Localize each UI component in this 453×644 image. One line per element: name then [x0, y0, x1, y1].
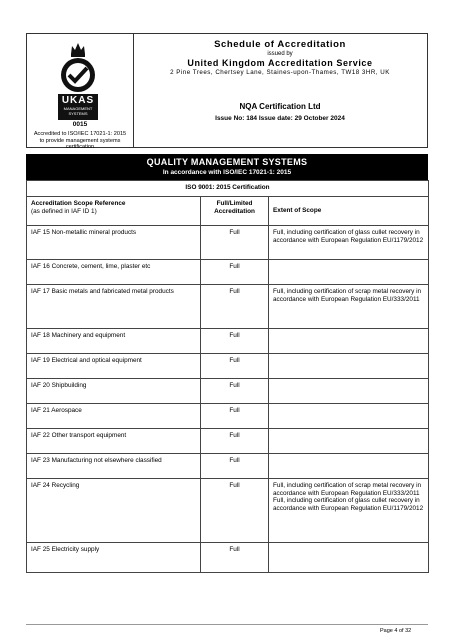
level-cell: Full	[201, 285, 269, 329]
section-band	[26, 154, 428, 180]
level-cell: Full	[201, 354, 269, 379]
table-row	[27, 479, 429, 543]
extent-cell: Full, including certification of scrap metal recovery in accordance with European Regulation EU/333/2011	[269, 285, 429, 329]
extent-cell	[269, 379, 429, 404]
section-subtitle: In accordance with ISO/IEC 17021-1: 2015	[162, 169, 292, 176]
extent-cell	[269, 429, 429, 454]
scope-ref-cell: IAF 25 Electricity supply	[27, 543, 201, 573]
extent-cell	[269, 329, 429, 354]
extent-cell: Full, including certification of scrap metal recovery in accordance with European Regulation EU/333/2011 Full, including certification of glass cullet recovery in accordance with European Regulation EU/1179/2012	[269, 479, 429, 543]
issued-by: issued by	[267, 51, 293, 57]
scope-ref-cell: IAF 24 Recycling	[27, 479, 201, 543]
extent-header: Extent of Scope	[269, 197, 429, 226]
logo-text: UKAS	[61, 95, 95, 106]
scope-ref-cell: IAF 15 Non-metallic mineral products	[27, 226, 201, 260]
scope-ref-cell: IAF 17 Basic metals and fabricated metal products	[27, 285, 201, 329]
table-row	[27, 226, 429, 260]
scope-ref-cell: IAF 23 Manufacturing not elsewhere classified	[27, 454, 201, 479]
footer-divider	[26, 624, 428, 625]
scope-table	[26, 180, 429, 573]
extent-cell: Full, including certification of glass cullet recovery in accordance with European Regulation EU/1179/2012	[269, 226, 429, 260]
scope-ref-cell: IAF 20 Shipbuilding	[27, 379, 201, 404]
level-cell: Full	[201, 454, 269, 479]
table-row	[27, 543, 429, 573]
scope-ref-cell: IAF 16 Concrete, cement, lime, plaster etc	[27, 260, 201, 285]
table-row	[27, 429, 429, 454]
scope-ref-cell: IAF 19 Electrical and optical equipment	[27, 354, 201, 379]
level-cell: Full	[201, 329, 269, 354]
table-row	[27, 379, 429, 404]
extent-cell	[269, 260, 429, 285]
table-row	[27, 329, 429, 354]
level-header: Full/Limited Accreditation	[201, 197, 269, 226]
level-cell: Full	[201, 429, 269, 454]
extent-cell	[269, 454, 429, 479]
ukas-logo	[58, 94, 98, 120]
accreditation-text: Accredited to ISO/IEC 17021-1: 2015 to provide management systems certification	[33, 131, 127, 151]
scope-ref-label: Accreditation Scope Reference	[31, 200, 126, 207]
service-address: 2 Pine Trees, Chertsey Lane, Staines-upon-Thames, TW18 3HR, UK	[170, 69, 390, 76]
extent-cell	[269, 543, 429, 573]
check-icon	[67, 66, 89, 84]
title-cell	[133, 34, 427, 147]
level-cell: Full	[201, 379, 269, 404]
scope-ref-cell: IAF 18 Machinery and equipment	[27, 329, 201, 354]
schedule-title: Schedule of Accreditation	[214, 39, 346, 50]
table-row	[27, 454, 429, 479]
organisation-name: NQA Certification Ltd	[239, 102, 321, 111]
scope-ref-cell: IAF 21 Aerospace	[27, 404, 201, 429]
table-row	[27, 354, 429, 379]
section-title: QUALITY MANAGEMENT SYSTEMS	[146, 157, 308, 167]
extent-cell	[269, 354, 429, 379]
header-box	[26, 33, 428, 151]
extent-cell	[269, 404, 429, 429]
logo-subtext: MANAGEMENT SYSTEMS	[63, 106, 93, 116]
level-cell: Full	[201, 404, 269, 429]
issue-info: Issue No: 184 Issue date: 29 October 2024	[215, 115, 345, 122]
crown-icon	[69, 40, 87, 58]
level-cell: Full	[201, 543, 269, 573]
level-cell: Full	[201, 226, 269, 260]
scope-ref-header	[27, 197, 201, 226]
logo-cell	[27, 34, 134, 151]
standard-title: ISO 9001: 2015 Certification	[27, 181, 429, 197]
scope-ref-cell: IAF 22 Other transport equipment	[27, 429, 201, 454]
page-number: Page 4 of 32	[380, 628, 412, 634]
level-cell: Full	[201, 260, 269, 285]
level-cell: Full	[201, 479, 269, 543]
accreditation-number: 0015	[72, 121, 88, 128]
table-row	[27, 404, 429, 429]
table-row	[27, 260, 429, 285]
scope-ref-sublabel: (as defined in IAF ID 1)	[31, 207, 97, 215]
service-name: United Kingdom Accreditation Service	[187, 58, 373, 68]
table-row	[27, 285, 429, 329]
